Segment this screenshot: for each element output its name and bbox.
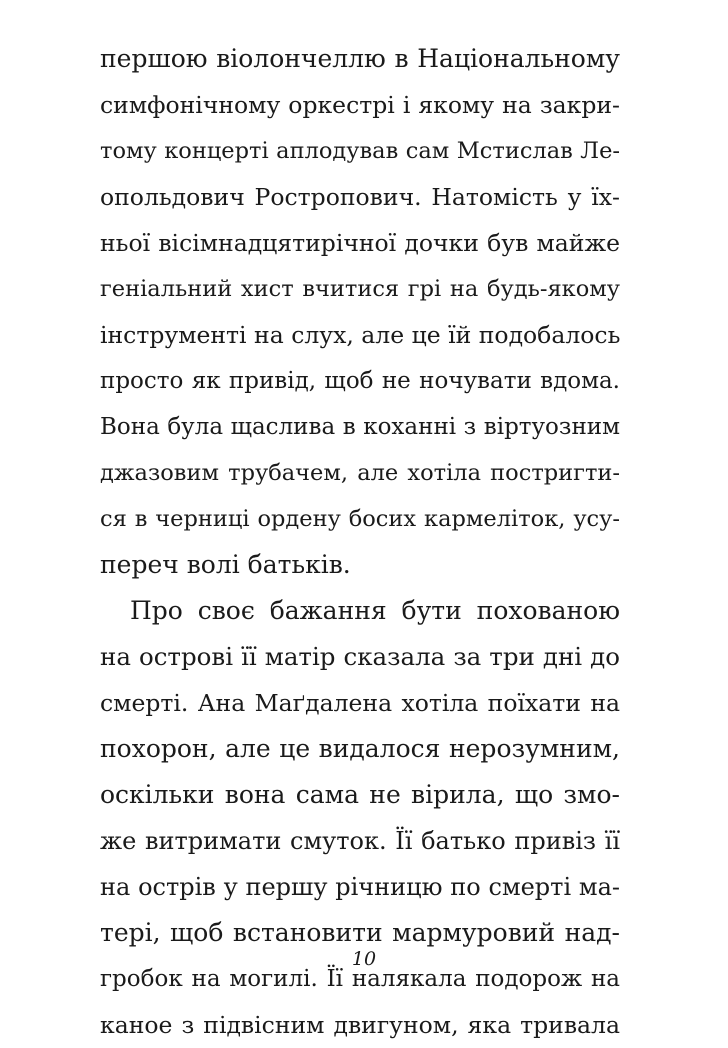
paragraph-1 [100,36,620,588]
text-line: першою віолончеллю в Національному [100,44,620,73]
text-line: Вона була щаслива в коханні з віртуозним [100,414,620,440]
body-text [100,36,620,1048]
text-line: смерті. Ана Маґдалена хотіла поїхати на [100,689,620,717]
text-line: опольдович Ростропович. Натомість у їх- [100,183,620,211]
text-line: тері, щоб встановити мармуровий над- [100,918,620,947]
text-line: на острів у першу річницю по смерті ма- [100,873,620,901]
paragraph-2 [100,588,620,1048]
text-line: оскільки вона сама не вірила, що змо- [100,780,620,809]
text-line: інструменті на слух, але це їй подобалось [100,321,621,349]
text-line: джазовим трубачем, але хотіла постригти- [100,460,620,486]
text-line: просто як привід, щоб не ночувати вдома. [100,368,620,394]
text-line: похорон, але це видалося нерозумним, [100,734,620,763]
text-line: переч волі батьків. [100,550,351,579]
text-line: ньої вісімнадцятирічної дочки був майже [100,229,620,257]
text-line: тому концерті аплодував сам Мстислав Ле- [100,138,620,164]
text-line: геніальний хист вчитися грі на будь-якому [100,276,620,302]
page-number: 10 [351,948,377,970]
text-line: Про своє бажання бути похованою [130,596,620,625]
text-line: гробок на могилі. Її налякала подорож на [100,966,620,992]
text-line: симфонічному оркестрі і якому на закри- [100,91,620,119]
text-line: ся в черниці ордену босих кармеліток, усу- [100,506,620,532]
text-line: на острові її матір сказала за три дні до [100,642,620,671]
text-line: каное з підвісним двигуном, яка тривала [100,1011,620,1039]
text-line: же витримати смуток. Її батько привіз її [100,827,620,855]
